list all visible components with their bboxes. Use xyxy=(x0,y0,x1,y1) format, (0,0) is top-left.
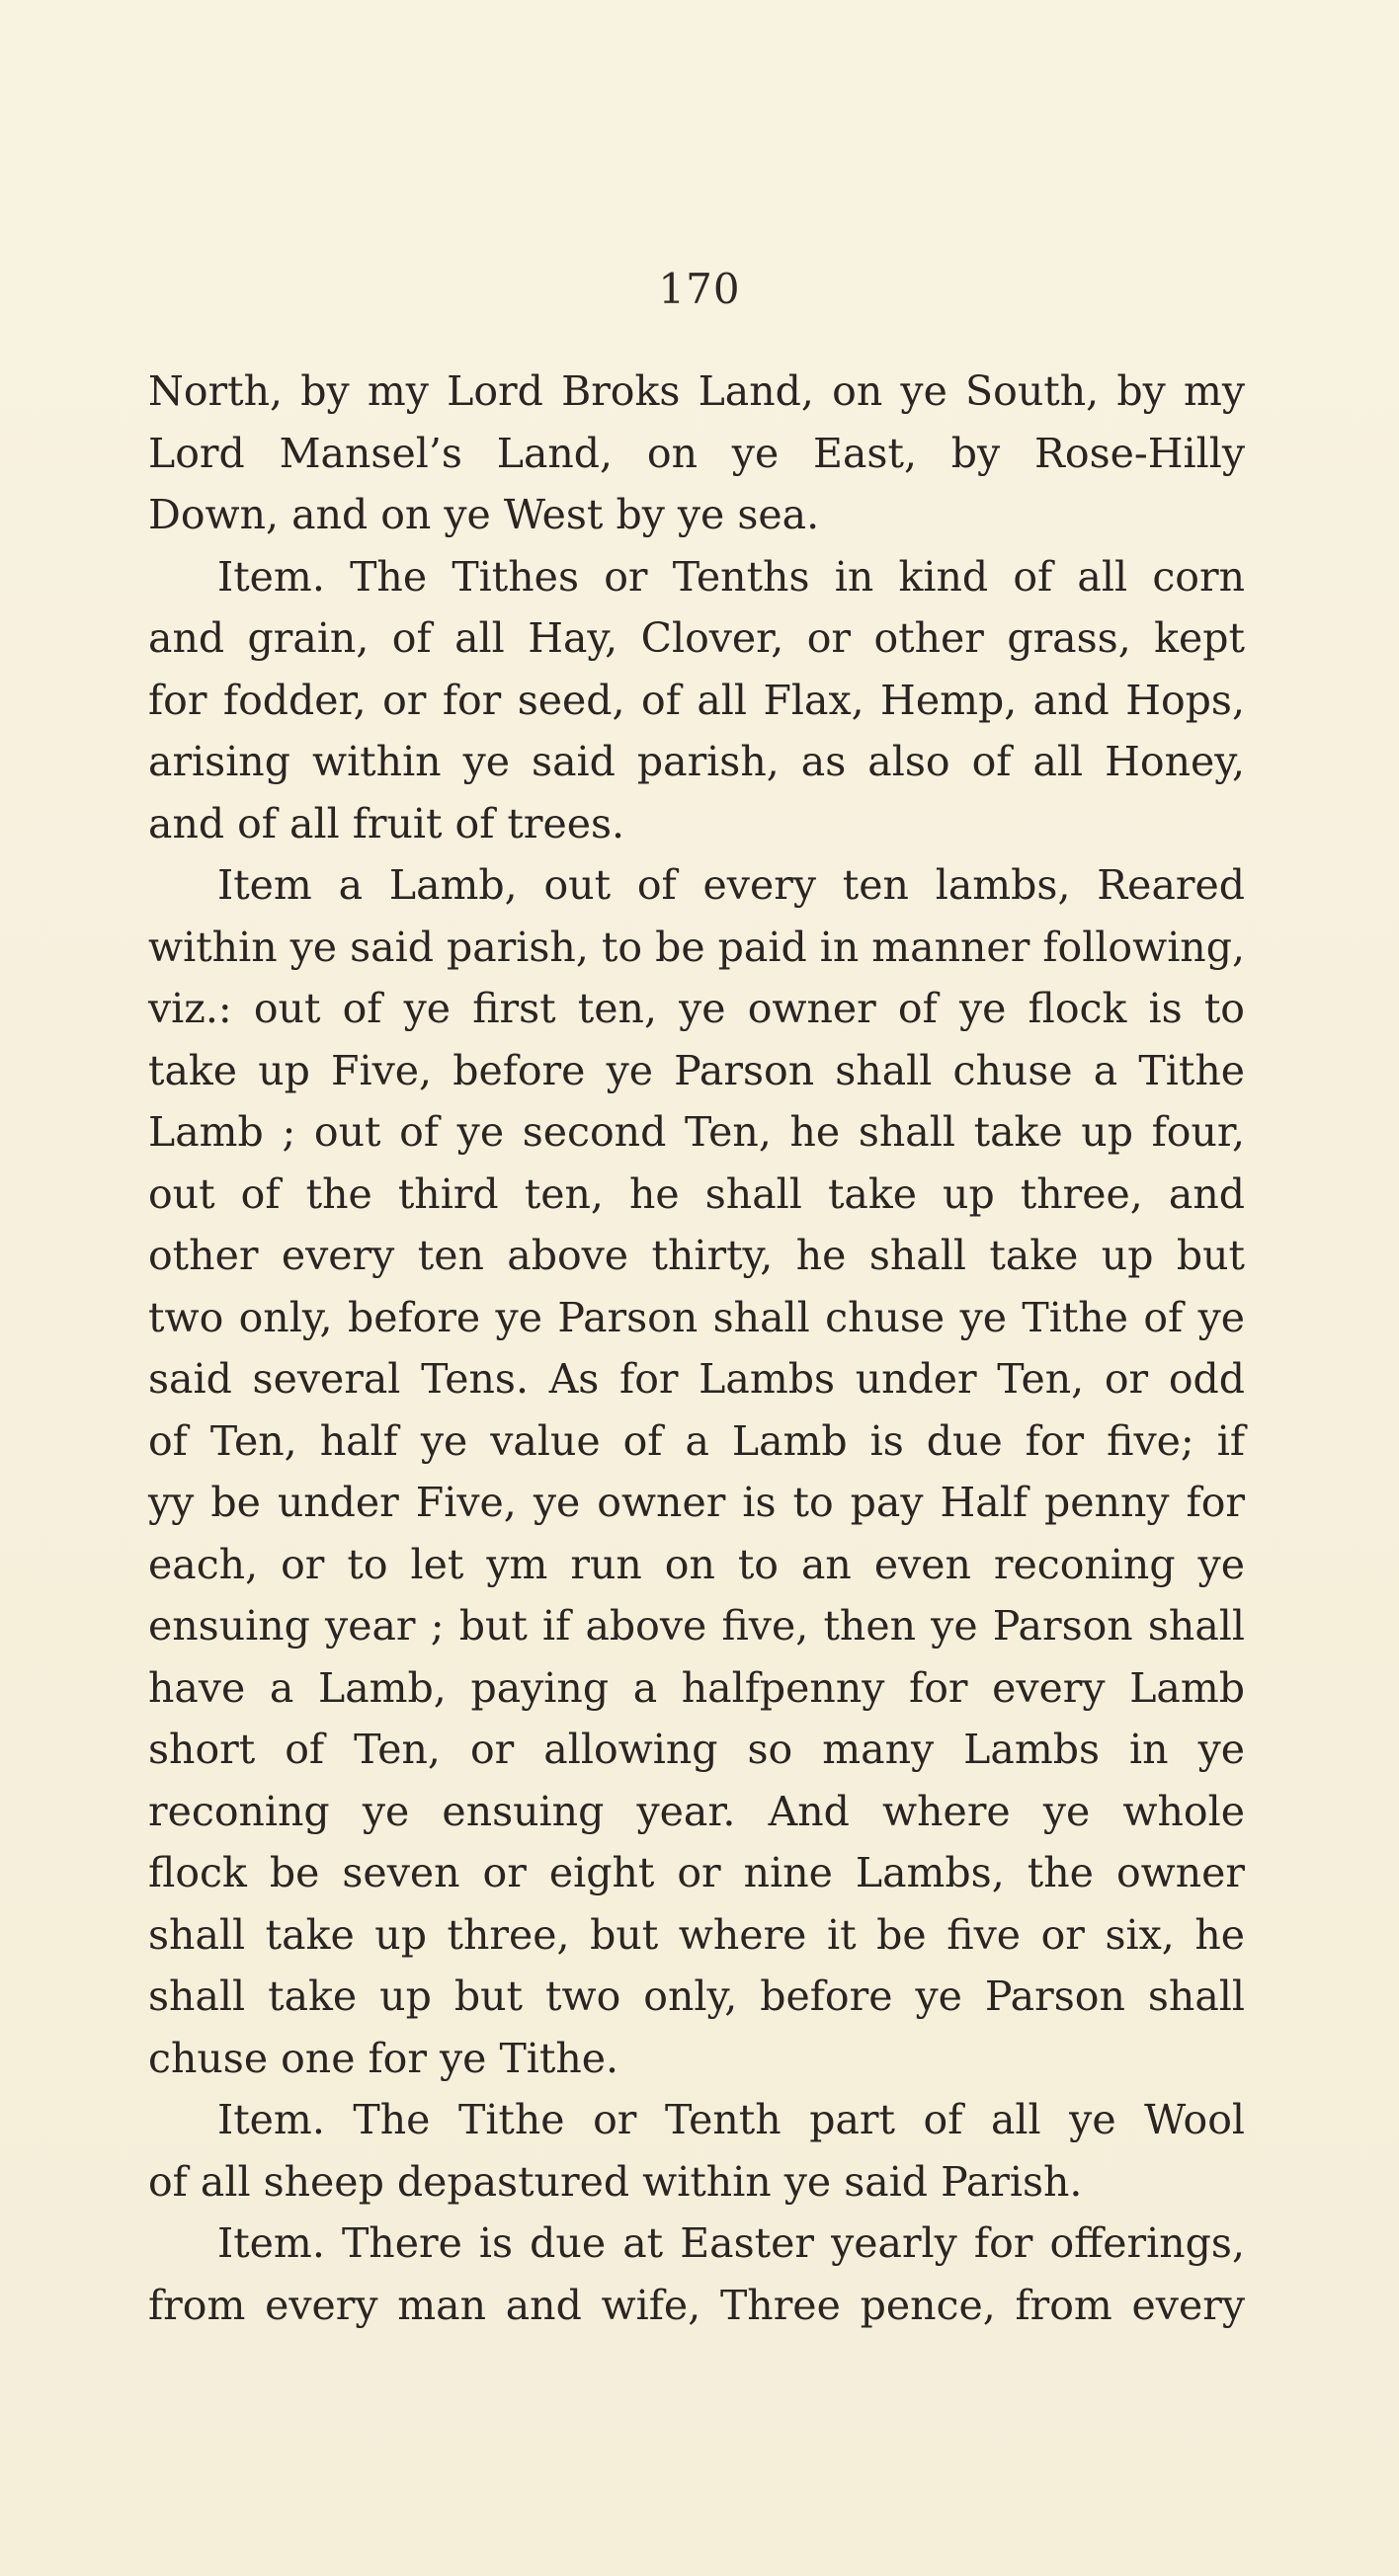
text-line: each, or to let ym run on to an even reconing ye xyxy=(148,1540,1245,1588)
text-line: North, by my Lord Broks Land, on ye South, by my xyxy=(148,367,1245,415)
text-line: Lord Mansel’s Land, on ye East, by Rose-Hilly xyxy=(148,429,1245,477)
text-line: Lamb ; out of ye second Ten, he shall take up four, xyxy=(148,1108,1245,1156)
text-line: short of Ten, or allowing so many Lambs in ye xyxy=(148,1726,1245,1773)
text-line: Item. The Tithe or Tenth part of all ye Wool xyxy=(217,2096,1245,2143)
text-line: and of all fruit of trees. xyxy=(148,799,625,847)
text-line: Item. The Tithes or Tenths in kind of all corn xyxy=(217,552,1245,601)
text-line: Down, and on ye West by ye sea. xyxy=(148,491,820,538)
body-text xyxy=(148,361,1245,2336)
text-line: arising within ye said parish, as also of all Honey, xyxy=(148,738,1245,785)
text-line: and grain, of all Hay, Clover, or other grass, kept xyxy=(148,614,1245,662)
text-line: Item. There is due at Easter yearly for offerings, xyxy=(217,2219,1245,2267)
text-line: viz.: out of ye first ten, ye owner of ye flock is to xyxy=(148,985,1245,1032)
text-line: take up Five, before ye Parson shall chuse a Tithe xyxy=(148,1046,1245,1094)
text-line: within ye said parish, to be paid in manner following, xyxy=(148,923,1245,971)
text-line: from every man and wife, Three pence, from every xyxy=(148,2281,1245,2329)
text-line: Item a Lamb, out of every ten lambs, Reared xyxy=(217,861,1245,909)
text-line: chuse one for ye Tithe. xyxy=(148,2034,619,2082)
text-line: other every ten above thirty, he shall take up but xyxy=(148,1232,1245,1279)
text-line: ensuing year ; but if above five, then ye Parson shall xyxy=(148,1602,1245,1650)
page-number: 170 xyxy=(658,265,741,313)
text-line: reconing ye ensuing year. And where ye whole xyxy=(148,1787,1245,1835)
text-line: for fodder, or for seed, of all Flax, Hemp, and Hops, xyxy=(148,676,1245,724)
text-line: out of the third ten, he shall take up three, and xyxy=(148,1169,1245,1218)
text-line: flock be seven or eight or nine Lambs, the owner xyxy=(148,1849,1245,1896)
text-line: said several Tens. As for Lambs under Ten, or odd xyxy=(148,1355,1245,1403)
text-line: of Ten, half ye value of a Lamb is due for five; if xyxy=(148,1416,1245,1465)
text-line: shall take up but two only, before ye Parson shall xyxy=(148,1972,1245,2020)
text-line: yy be under Five, ye owner is to pay Half penny for xyxy=(148,1479,1245,1526)
text-line: of all sheep depastured within ye said Parish. xyxy=(148,2157,1083,2206)
text-line: two only, before ye Parson shall chuse ye Tithe of ye xyxy=(148,1293,1245,1341)
text-line: have a Lamb, paying a halfpenny for every Lamb xyxy=(148,1663,1245,1712)
text-line: shall take up three, but where it be five or six, he xyxy=(148,1910,1245,1959)
